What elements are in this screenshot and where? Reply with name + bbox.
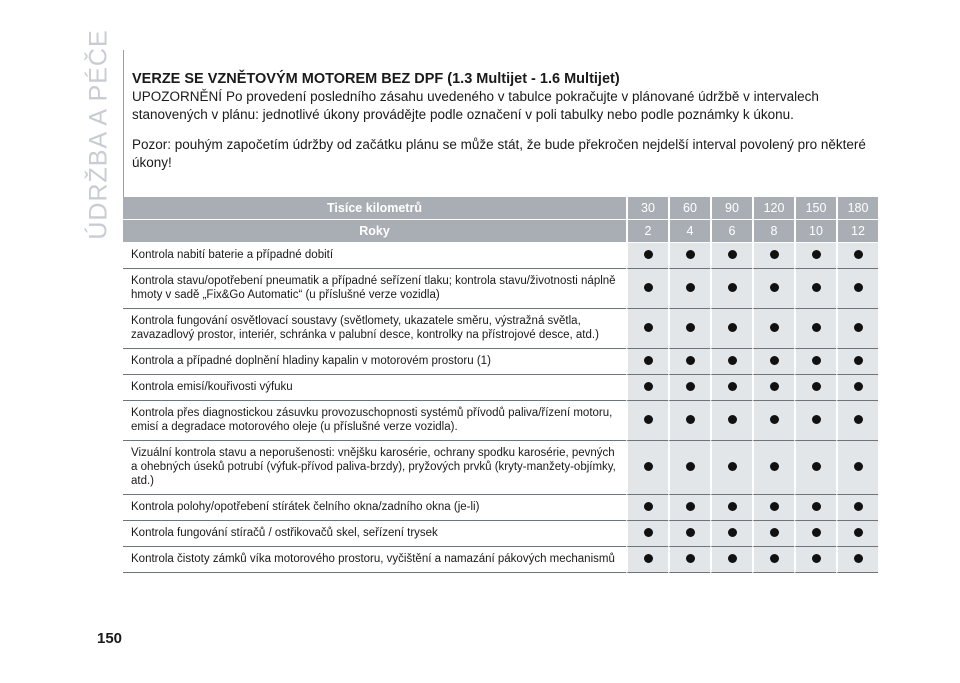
check-dot-icon	[770, 283, 779, 292]
header-year-value: 10	[794, 220, 836, 243]
check-dot-icon	[686, 528, 695, 537]
header-year-value: 8	[752, 220, 794, 243]
header-km-value: 120	[752, 197, 794, 220]
interval-cell	[710, 309, 752, 349]
check-dot-icon	[728, 415, 737, 424]
warning-paragraph	[132, 88, 878, 124]
interval-cell	[794, 521, 836, 547]
intro-block	[132, 70, 878, 172]
interval-cell	[836, 269, 878, 309]
interval-cell	[668, 495, 710, 521]
interval-cell	[752, 521, 794, 547]
header-year-value: 2	[626, 220, 668, 243]
check-dot-icon	[644, 323, 653, 332]
check-dot-icon	[854, 554, 863, 563]
check-dot-icon	[686, 283, 695, 292]
table-row	[123, 349, 878, 375]
check-dot-icon	[812, 250, 821, 259]
interval-cell	[836, 495, 878, 521]
header-year-value: 4	[668, 220, 710, 243]
check-dot-icon	[770, 462, 779, 471]
check-dot-icon	[812, 323, 821, 332]
check-dot-icon	[644, 356, 653, 365]
check-dot-icon	[812, 356, 821, 365]
check-dot-icon	[686, 382, 695, 391]
interval-cell	[626, 243, 668, 269]
schedule-body	[123, 243, 878, 573]
section-side-title	[84, 28, 114, 240]
check-dot-icon	[812, 528, 821, 537]
check-dot-icon	[644, 415, 653, 424]
check-dot-icon	[854, 323, 863, 332]
interval-cell	[668, 269, 710, 309]
interval-cell	[836, 309, 878, 349]
interval-cell	[626, 349, 668, 375]
interval-cell	[836, 521, 878, 547]
interval-cell	[668, 349, 710, 375]
interval-cell	[752, 349, 794, 375]
header-years-label: Roky	[123, 220, 626, 243]
check-dot-icon	[812, 554, 821, 563]
interval-cell	[836, 547, 878, 573]
interval-cell	[710, 375, 752, 401]
check-dot-icon	[728, 528, 737, 537]
check-dot-icon	[770, 528, 779, 537]
check-dot-icon	[854, 415, 863, 424]
check-dot-icon	[686, 462, 695, 471]
check-dot-icon	[812, 462, 821, 471]
check-dot-icon	[644, 554, 653, 563]
check-dot-icon	[728, 502, 737, 511]
check-dot-icon	[812, 283, 821, 292]
check-dot-icon	[770, 554, 779, 563]
interval-cell	[626, 495, 668, 521]
interval-cell	[794, 269, 836, 309]
header-km-value: 150	[794, 197, 836, 220]
interval-cell	[836, 401, 878, 441]
interval-cell	[794, 243, 836, 269]
check-dot-icon	[812, 415, 821, 424]
interval-cell	[710, 521, 752, 547]
table-row	[123, 269, 878, 309]
check-dot-icon	[644, 283, 653, 292]
interval-cell	[710, 441, 752, 495]
interval-cell	[626, 441, 668, 495]
header-km-label: Tisíce kilometrů	[123, 197, 626, 220]
table-row	[123, 401, 878, 441]
check-dot-icon	[686, 356, 695, 365]
task-description: Kontrola přes diagnostickou zásuvku provozuschopnosti systémů přívodů paliva/řízení motoru, emisí a degradace motorového oleje (u příslušné verze vozidla).	[123, 401, 626, 441]
table-row	[123, 309, 878, 349]
task-description: Kontrola čistoty zámků víka motorového prostoru, vyčištění a namazání pákových mechanismů	[123, 547, 626, 573]
check-dot-icon	[644, 250, 653, 259]
interval-cell	[752, 243, 794, 269]
check-dot-icon	[854, 356, 863, 365]
check-dot-icon	[854, 250, 863, 259]
interval-cell	[668, 401, 710, 441]
interval-cell	[710, 243, 752, 269]
task-description: Kontrola a případné doplnění hladiny kapalin v motorovém prostoru (1)	[123, 349, 626, 375]
side-divider	[123, 50, 124, 215]
interval-cell	[794, 547, 836, 573]
warning-text: Po provedení posledního zásahu uvedeného v tabulce pokračujte v plánované údržbě v intervalech stanovených v plánu: jednotlivé úkony provádějte podle označení v poli tabulky nebo podle poznámky k úkonu.	[132, 89, 819, 122]
interval-cell	[626, 269, 668, 309]
interval-cell	[794, 375, 836, 401]
check-dot-icon	[686, 323, 695, 332]
check-dot-icon	[728, 356, 737, 365]
check-dot-icon	[854, 283, 863, 292]
header-row-km	[123, 197, 878, 220]
interval-cell	[752, 269, 794, 309]
interval-cell	[626, 521, 668, 547]
header-km-value: 30	[626, 197, 668, 220]
interval-cell	[836, 441, 878, 495]
check-dot-icon	[854, 462, 863, 471]
check-dot-icon	[812, 502, 821, 511]
section-side-title-text: ÚDRŽBA A PÉČE	[84, 28, 113, 240]
note-paragraph: Pozor: pouhým započetím údržby od začátku plánu se může stát, že bude překročen nejdelší interval povolený pro některé úkony!	[132, 137, 866, 170]
check-dot-icon	[812, 382, 821, 391]
interval-cell	[626, 401, 668, 441]
check-dot-icon	[770, 250, 779, 259]
check-dot-icon	[686, 502, 695, 511]
check-dot-icon	[854, 528, 863, 537]
page-number: 150	[97, 630, 123, 647]
check-dot-icon	[854, 382, 863, 391]
section-heading: VERZE SE VZNĚTOVÝM MOTOREM BEZ DPF (1.3 Multijet - 1.6 Multijet)	[132, 71, 620, 87]
check-dot-icon	[728, 250, 737, 259]
table-row	[123, 547, 878, 573]
check-dot-icon	[686, 250, 695, 259]
warning-label: UPOZORNĚNÍ	[132, 89, 223, 104]
check-dot-icon	[728, 323, 737, 332]
task-description: Kontrola polohy/opotřebení stírátek čelního okna/zadního okna (je-li)	[123, 495, 626, 521]
table-row	[123, 375, 878, 401]
check-dot-icon	[644, 528, 653, 537]
check-dot-icon	[770, 415, 779, 424]
interval-cell	[668, 521, 710, 547]
header-km-value: 60	[668, 197, 710, 220]
interval-cell	[668, 547, 710, 573]
check-dot-icon	[686, 554, 695, 563]
task-description: Kontrola emisí/kouřivosti výfuku	[123, 375, 626, 401]
interval-cell	[752, 547, 794, 573]
interval-cell	[626, 309, 668, 349]
interval-cell	[668, 243, 710, 269]
interval-cell	[710, 269, 752, 309]
check-dot-icon	[728, 382, 737, 391]
task-description: Vizuální kontrola stavu a neporušenosti: vnějšku karosérie, ochrany spodku karosérie, pevných a ohebných úseků potrubí (výfuk-přívod paliva-brzdy), pryžových prvků (kryty-manžety-objímky, atd.)	[123, 441, 626, 495]
table-row	[123, 495, 878, 521]
task-description: Kontrola fungování osvětlovací soustavy (světlomety, ukazatele směru, výstražná světla, zavazadlový prostor, interiér, schránka v palubní desce, kontrolky na přístrojové desce, atd.)	[123, 309, 626, 349]
table-row	[123, 521, 878, 547]
check-dot-icon	[770, 356, 779, 365]
check-dot-icon	[770, 502, 779, 511]
task-description: Kontrola nabití baterie a případné dobití	[123, 243, 626, 269]
interval-cell	[710, 495, 752, 521]
interval-cell	[794, 495, 836, 521]
interval-cell	[626, 547, 668, 573]
interval-cell	[794, 349, 836, 375]
interval-cell	[836, 243, 878, 269]
task-description: Kontrola stavu/opotřebení pneumatik a případné seřízení tlaku; kontrola stavu/životnosti náplně hmoty v sadě „Fix&Go Automatic“ (u příslušné verze vozidla)	[123, 269, 626, 309]
interval-cell	[752, 441, 794, 495]
interval-cell	[668, 441, 710, 495]
check-dot-icon	[854, 502, 863, 511]
check-dot-icon	[728, 283, 737, 292]
interval-cell	[710, 547, 752, 573]
check-dot-icon	[770, 382, 779, 391]
interval-cell	[710, 349, 752, 375]
interval-cell	[794, 309, 836, 349]
interval-cell	[752, 495, 794, 521]
interval-cell	[752, 309, 794, 349]
interval-cell	[668, 309, 710, 349]
check-dot-icon	[728, 462, 737, 471]
interval-cell	[836, 375, 878, 401]
check-dot-icon	[770, 323, 779, 332]
check-dot-icon	[644, 462, 653, 471]
header-year-value: 12	[836, 220, 878, 243]
interval-cell	[836, 349, 878, 375]
check-dot-icon	[644, 502, 653, 511]
check-dot-icon	[728, 554, 737, 563]
header-km-value: 90	[710, 197, 752, 220]
check-dot-icon	[644, 382, 653, 391]
interval-cell	[794, 401, 836, 441]
check-dot-icon	[686, 415, 695, 424]
interval-cell	[752, 401, 794, 441]
interval-cell	[626, 375, 668, 401]
maintenance-schedule-table	[123, 197, 878, 573]
table-row	[123, 243, 878, 269]
header-year-value: 6	[710, 220, 752, 243]
interval-cell	[752, 375, 794, 401]
interval-cell	[794, 441, 836, 495]
table-row	[123, 441, 878, 495]
header-row-years	[123, 220, 878, 243]
interval-cell	[710, 401, 752, 441]
task-description: Kontrola fungování stíračů / ostřikovačů skel, seřízení trysek	[123, 521, 626, 547]
interval-cell	[668, 375, 710, 401]
header-km-value: 180	[836, 197, 878, 220]
